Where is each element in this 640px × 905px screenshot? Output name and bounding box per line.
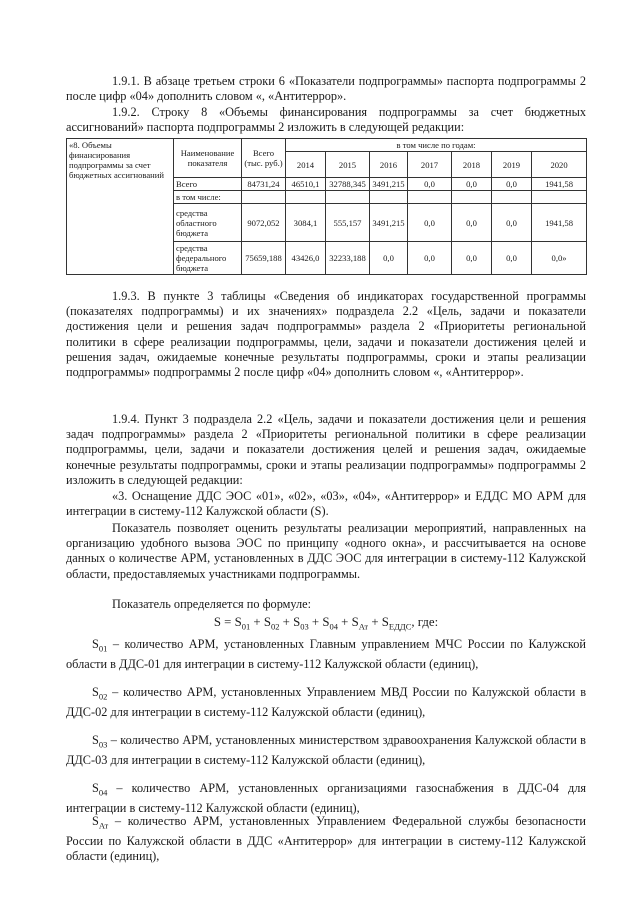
definition-text: – количество АРМ, установленных Главным управлением МЧС России по Калужской области в ДДС-01 для интеграции в систему-112 Калужской области (единиц),	[66, 637, 586, 671]
row-value: 3491,215	[370, 178, 408, 191]
formula-plus: +	[279, 615, 294, 629]
formula-term: S	[381, 615, 389, 629]
row-value: 1941,58	[532, 204, 587, 242]
header-total: Всего (тыс. руб.)	[242, 139, 286, 178]
formula-plus: +	[337, 615, 352, 629]
definition-sat	[66, 814, 586, 864]
header-name: Наименование показателя	[174, 139, 242, 178]
formula-lhs: S =	[213, 615, 235, 629]
table-row-label: «8. Объемы финансирования подпрограммы за счет бюджетных ассигнований	[67, 139, 174, 275]
formula-term-sub: 02	[270, 621, 280, 632]
paragraph-1-9-1: 1.9.1. В абзаце третьем строки 6 «Показатели подпрограммы» паспорта подпрограммы 2 после цифр «04» дополнить словом «, «Антитеррор».	[66, 74, 586, 104]
formula-term-sub: 01	[241, 621, 251, 632]
paragraph-item-3: «3. Оснащение ДДС ЭОС «01», «02», «03», «04», «Антитеррор» и ЕДДС МО АРМ для интеграции в систему-112 Калужской области (S).	[66, 489, 586, 519]
row-total: 84731,24	[242, 178, 286, 191]
header-year: 2018	[452, 152, 492, 178]
paragraph-1-9-3: 1.9.3. В пункте 3 таблицы «Сведения об индикаторах государственной программы (показателях подпрограммы) и их значениях» подраздела 2.2 «Цель, задачи и показатели достижения цели и решения задач подпрограммы» раздела 2 «Приоритеты региональной политики в сфере реализации подпрограммы, цели, задачи и показатели достижения целей и решения задач, ожидаемые конечные результаты подпрограммы, сроки и этапы реализации подпрограммы» подпрограммы 2 после цифр «04» дополнить словом «, «Антитеррор».	[66, 289, 586, 380]
definition-s01	[66, 637, 586, 672]
header-year: 2017	[408, 152, 452, 178]
definition-symbol-sub: 02	[98, 691, 108, 702]
definition-symbol: S	[92, 685, 99, 699]
row-value	[286, 191, 326, 204]
header-year: 2016	[370, 152, 408, 178]
formula-tail: , где:	[411, 615, 439, 629]
definition-s04	[66, 781, 586, 816]
row-value: 0,0	[408, 204, 452, 242]
formula	[66, 614, 586, 635]
row-value: 0,0	[492, 242, 532, 275]
formula-term-sub: ЕДДС	[388, 621, 412, 632]
formula-term: S	[234, 615, 242, 629]
row-value: 43426,0	[286, 242, 326, 275]
row-value: 0,0	[492, 204, 532, 242]
row-value: 0,0	[408, 242, 452, 275]
definition-symbol: S	[92, 781, 99, 795]
paragraph-indicator: Показатель позволяет оценить результаты реализации мероприятий, направленных на организацию удобного вызова ЭОС по принципу «одного окна», и рассчитывается на основе данных о количестве АРМ, установленных в ДДС ЭОС для интеграции в систему-112 Калужской области, предоставляемых участниками подпрограммы.	[66, 521, 586, 581]
paragraph-1-9-2: 1.9.2. Строку 8 «Объемы финансирования подпрограммы за счет бюджетных ассигнований» паспорта подпрограммы 2 изложить в следующей редакции:	[66, 105, 586, 135]
formula-term-sub: Ат	[358, 621, 369, 632]
definition-symbol: S	[92, 637, 99, 651]
row-value	[326, 191, 370, 204]
header-year: 2020	[532, 152, 587, 178]
row-value: 555,157	[326, 204, 370, 242]
row-value	[492, 191, 532, 204]
paragraph-formula-intro: Показатель определяется по формуле:	[112, 597, 312, 611]
formula-plus: +	[250, 615, 264, 629]
definition-symbol-sub: 01	[98, 643, 108, 654]
row-total	[242, 191, 286, 204]
row-value: 32788,345	[326, 178, 370, 191]
row-value: 32233,188	[326, 242, 370, 275]
header-year: 2015	[326, 152, 370, 178]
row-name: Всего	[174, 178, 242, 191]
row-value: 0,0	[408, 178, 452, 191]
definition-text: – количество АРМ, установленных организациями газоснабжения в ДДС-04 для интеграции в систему-112 Калужской области (единиц),	[66, 781, 586, 815]
row-value: 46510,1	[286, 178, 326, 191]
row-value: 0,0	[492, 178, 532, 191]
financing-table	[66, 138, 587, 275]
row-total: 9072,052	[242, 204, 286, 242]
formula-plus: +	[308, 615, 323, 629]
row-total: 75659,188	[242, 242, 286, 275]
formula-term-sub: 04	[329, 621, 338, 632]
row-value	[370, 191, 408, 204]
row-name: в том числе:	[174, 191, 242, 204]
definition-symbol: S	[92, 814, 99, 828]
definition-text: – количество АРМ, установленных министерством здравоохранения Калужской области в ДДС-03 для интеграции в систему-112 Калужской области (единиц),	[66, 733, 586, 767]
definition-symbol-sub: 04	[98, 787, 108, 798]
row-value: 0,0	[370, 242, 408, 275]
definition-s03	[66, 733, 586, 768]
definition-s02	[66, 685, 586, 720]
row-value: 0,0	[452, 242, 492, 275]
formula-term: S	[351, 615, 359, 629]
row-value: 0,0»	[532, 242, 587, 275]
definition-text: – количество АРМ, установленных Управлением МВД России по Калужской области в ДДС-02 для интеграции в систему-112 Калужской области (единиц),	[66, 685, 586, 719]
definition-text: – количество АРМ, установленных Управлением Федеральной службы безопасности России по Калужской области в ДДС «Антитеррор» для интеграции в систему-112 Калужской области (единиц),	[66, 814, 586, 863]
definition-symbol: S	[92, 733, 99, 747]
formula-term: S	[263, 615, 271, 629]
formula-term-sub: 03	[300, 621, 309, 632]
row-value: 3084,1	[286, 204, 326, 242]
formula-term: S	[293, 615, 301, 629]
definition-symbol-sub: Ат	[98, 820, 109, 831]
formula-term: S	[322, 615, 330, 629]
row-value	[532, 191, 587, 204]
row-value	[408, 191, 452, 204]
row-value: 1941,58	[532, 178, 587, 191]
row-name: средства областного бюджета	[174, 204, 242, 242]
header-year: 2014	[286, 152, 326, 178]
header-years: в том числе по годам:	[286, 139, 587, 152]
row-value	[452, 191, 492, 204]
row-name: средства федерального бюджета	[174, 242, 242, 275]
row-value: 0,0	[452, 178, 492, 191]
formula-plus: +	[368, 615, 382, 629]
definition-symbol-sub: 03	[98, 739, 108, 750]
paragraph-1-9-4: 1.9.4. Пункт 3 подраздела 2.2 «Цель, задачи и показатели достижения цели и решения задач подпрограммы» раздела 2 «Приоритеты региональной политики в сфере реализации подпрограммы, цели, задачи и показатели достижения целей и решения задач, ожидаемые конечные результаты подпрограммы, сроки и этапы реализации подпрограммы» подпрограммы 2 изложить в следующей редакции:	[66, 412, 586, 487]
header-year: 2019	[492, 152, 532, 178]
row-value: 3491,215	[370, 204, 408, 242]
row-value: 0,0	[452, 204, 492, 242]
